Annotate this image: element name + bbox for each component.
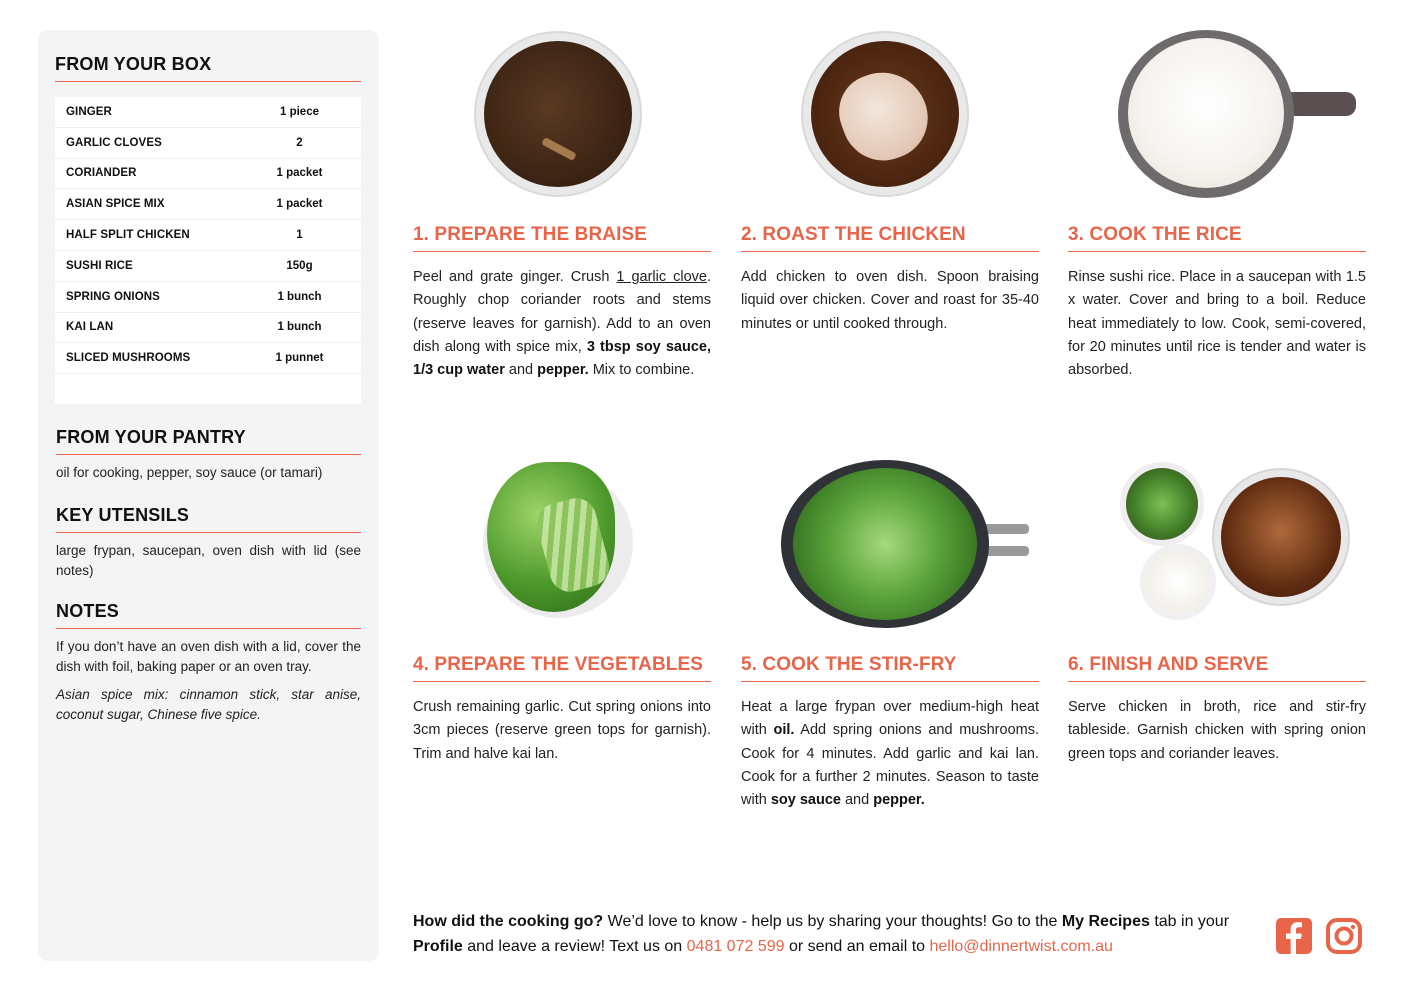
utensils-title: KEY UTENSILS (56, 505, 361, 533)
table-row (55, 220, 361, 251)
phone-link[interactable]: 0481 072 599 (686, 938, 785, 955)
step-6 (1068, 460, 1366, 766)
utensils-text: large frypan, saucepan, oven dish with lid (see notes) (56, 543, 361, 579)
ingredients-table (55, 97, 361, 404)
step-4-text: Crush remaining garlic. Cut spring onions into 3cm pieces (reserve green tops for garnish). Trim and halve kai lan. (413, 699, 711, 762)
step-6-text: Serve chicken in broth, rice and stir-fry tableside. Garnish chicken with spring onion green tops and coriander leaves. (1068, 699, 1366, 762)
table-row (55, 343, 361, 374)
ingredient-qty: 1 packet (276, 167, 323, 180)
ingredient-qty: 1 packet (276, 198, 323, 211)
table-row (55, 189, 361, 220)
step-4 (413, 460, 711, 766)
vegetables-photo (413, 460, 711, 628)
serve-photo (1068, 460, 1366, 628)
step-1 (413, 30, 711, 382)
notes-text: If you don’t have an oven dish with a lid, cover the dish with foil, baking paper or an oven tray. (56, 639, 361, 675)
ingredient-name: GINGER (66, 105, 112, 118)
step-5-text: Heat a large frypan over medium-high heat with oil. Add spring onions and mushrooms. Cook for 4 minutes. Add garlic and kai lan. Cook for a further 2 minutes. Season to taste with soy sauce and pepper. (741, 699, 1039, 809)
notes-title: NOTES (56, 601, 361, 629)
table-row (55, 251, 361, 282)
table-row (55, 313, 361, 344)
instagram-icon[interactable] (1325, 917, 1363, 955)
rice-photo (1068, 30, 1366, 198)
pantry-text: oil for cooking, pepper, soy sauce (or tamari) (56, 465, 323, 481)
pantry-section (55, 427, 361, 483)
table-row (55, 159, 361, 190)
notes-section (55, 601, 361, 725)
notes-italic-text: Asian spice mix: cinnamon stick, star anise, coconut sugar, Chinese five spice. (56, 687, 361, 723)
step-3 (1068, 30, 1366, 382)
ingredient-name: SLICED MUSHROOMS (66, 352, 191, 365)
footer-feedback: How did the cooking go? We’d love to know - help us by sharing your thoughts! Go to the My Recipes tab in your Profile and leave a review! Text us on 0481 072 599 or send an email to hello@dinnertwist.com.au (413, 913, 1230, 955)
chicken-photo (741, 30, 1039, 198)
ingredient-name: GARLIC CLOVES (66, 136, 162, 149)
table-row (55, 282, 361, 313)
ingredient-qty: 1 bunch (277, 290, 322, 303)
braise-photo (413, 30, 711, 198)
step-2 (741, 30, 1039, 336)
footer-question: How did the cooking go? (413, 913, 604, 930)
email-link[interactable]: hello@dinnertwist.com.au (929, 938, 1113, 955)
ingredient-qty: 1 punnet (275, 352, 324, 365)
profile-label: Profile (413, 938, 463, 955)
table-row (55, 97, 361, 128)
step-6-title: 6. FINISH AND SERVE (1068, 654, 1366, 682)
ingredient-name: SUSHI RICE (66, 259, 133, 272)
step-1-title: 1. PREPARE THE BRAISE (413, 224, 711, 252)
ingredient-qty: 1 bunch (277, 321, 322, 334)
step-3-text: Rinse sushi rice. Place in a saucepan with 1.5 x water. Cover and bring to a boil. Reduce heat immediately to low. Cook, semi-covered, for 20 minutes until rice is tender and water is absorbed. (1068, 269, 1366, 379)
my-recipes-label: My Recipes (1061, 913, 1150, 930)
step-1-text: Peel and grate ginger. Crush 1 garlic clove. Roughly chop coriander roots and stems (reserve leaves for garnish). Add to an oven dish along with spice mix, 3 tbsp soy sauce, 1/3 cup water and pepper. Mix to combine. (413, 269, 711, 379)
ingredient-qty: 1 (296, 229, 303, 242)
table-row (55, 128, 361, 159)
ingredient-name: SPRING ONIONS (66, 290, 160, 303)
ingredient-qty: 1 piece (280, 105, 319, 118)
ingredient-name: CORIANDER (66, 167, 137, 180)
step-5 (741, 460, 1039, 812)
facebook-icon[interactable] (1275, 917, 1313, 955)
step-2-title: 2. ROAST THE CHICKEN (741, 224, 1039, 252)
stirfry-photo (741, 460, 1039, 628)
ingredient-name: HALF SPLIT CHICKEN (66, 229, 190, 242)
ingredient-qty: 150g (286, 259, 313, 272)
sidebar (38, 30, 379, 961)
utensils-section (55, 505, 361, 581)
ingredient-name: ASIAN SPICE MIX (66, 198, 165, 211)
ingredient-name: KAI LAN (66, 321, 114, 334)
step-4-title: 4. PREPARE THE VEGETABLES (413, 654, 711, 682)
pantry-title: FROM YOUR PANTRY (56, 427, 361, 455)
step-2-text: Add chicken to oven dish. Spoon braising liquid over chicken. Cover and roast for 35-40 minutes or until cooked through. (741, 269, 1039, 332)
step-5-title: 5. COOK THE STIR-FRY (741, 654, 1039, 682)
step-3-title: 3. COOK THE RICE (1068, 224, 1366, 252)
box-title: FROM YOUR BOX (55, 54, 361, 82)
ingredient-qty: 2 (296, 136, 303, 149)
